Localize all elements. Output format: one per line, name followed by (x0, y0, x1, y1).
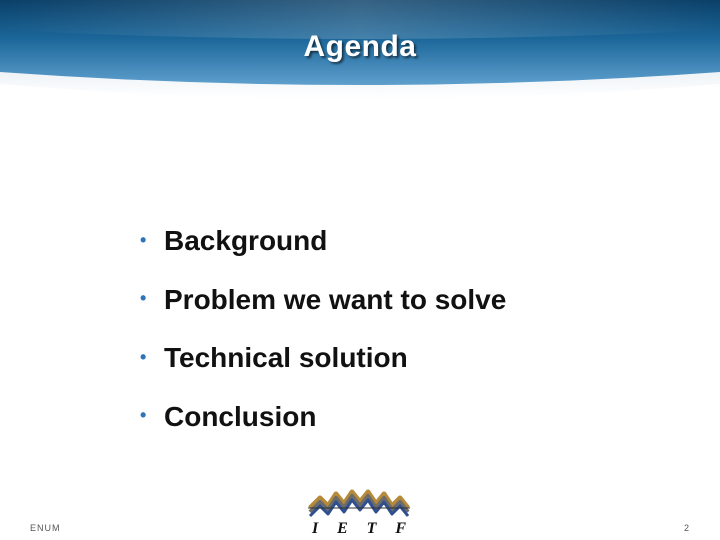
agenda-item (140, 329, 506, 388)
agenda-list (140, 212, 506, 446)
ietf-logo-letters: I E T F (312, 520, 406, 537)
agenda-item (140, 212, 506, 271)
agenda-item (140, 271, 506, 330)
bullet-dot-icon: • (140, 229, 147, 250)
bullet-dot-icon: • (140, 405, 147, 426)
ietf-logo (304, 486, 414, 536)
bullet-dot-icon: • (140, 346, 147, 367)
agenda-item (140, 388, 506, 447)
ietf-logo-icon (304, 486, 414, 520)
agenda-item-label: Technical solution (164, 342, 408, 374)
agenda-item-label: Problem we want to solve (164, 283, 507, 315)
bullet-dot-icon: • (140, 288, 147, 309)
slide-title: Agenda (303, 30, 417, 63)
agenda-item-label: Conclusion (164, 400, 317, 432)
page-number: 2 (684, 523, 690, 533)
agenda-item-label: Background (164, 225, 328, 257)
footer-label: ENUM (30, 523, 61, 533)
